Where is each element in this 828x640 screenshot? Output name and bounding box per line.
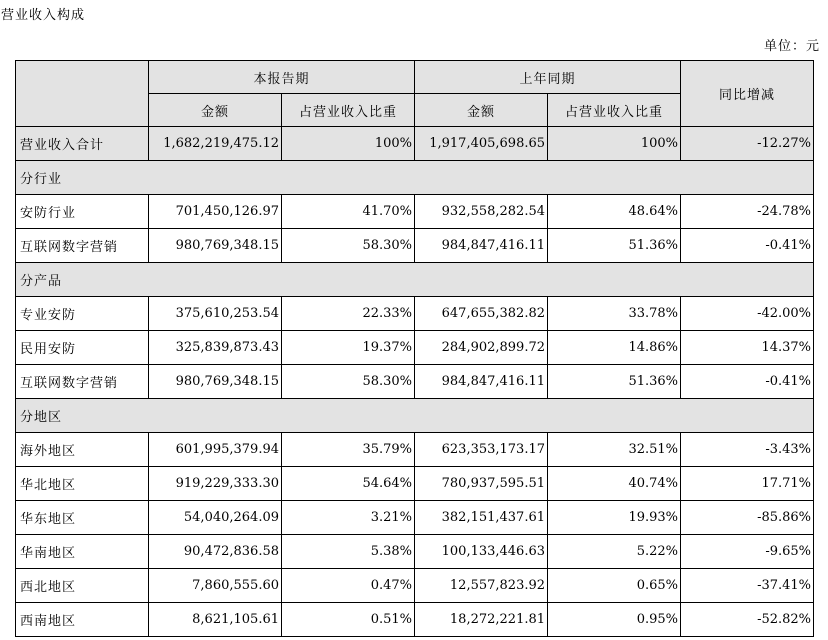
header-cur-amount: 金额: [149, 94, 282, 127]
prior-amount-cell: 100,133,446.63: [415, 535, 548, 569]
section-header-industry: [16, 161, 814, 195]
prior-ratio-cell: 19.93%: [548, 501, 681, 535]
yoy-cell: 14.37%: [681, 331, 814, 365]
table-row: [16, 297, 814, 331]
cur-amount-cell: 980,769,348.15: [149, 229, 282, 263]
header-yoy: 同比增减: [681, 61, 814, 127]
prior-ratio-cell: 0.65%: [548, 569, 681, 603]
table-row: [16, 195, 814, 229]
header-prior-period: 上年同期: [415, 61, 681, 94]
prior-amount-cell: 12,557,823.92: [415, 569, 548, 603]
cur-ratio-cell: 0.47%: [282, 569, 415, 603]
header-cur-ratio: 占营业收入比重: [282, 94, 415, 127]
prior-ratio-cell: 33.78%: [548, 297, 681, 331]
cur-ratio-cell: 19.37%: [282, 331, 415, 365]
row-label: 互联网数字营销: [16, 365, 149, 399]
yoy-cell: -52.82%: [681, 603, 814, 637]
prior-amount-cell: 18,272,221.81: [415, 603, 548, 637]
yoy-cell: 17.71%: [681, 467, 814, 501]
prior-amount-cell: 647,655,382.82: [415, 297, 548, 331]
cur-ratio-cell: 5.38%: [282, 535, 415, 569]
prior-ratio-cell: 14.86%: [548, 331, 681, 365]
cur-ratio-cell: 100%: [282, 127, 415, 161]
yoy-cell: -0.41%: [681, 229, 814, 263]
row-label: 华南地区: [16, 535, 149, 569]
table-row: [16, 603, 814, 637]
prior-amount-cell: 984,847,416.11: [415, 229, 548, 263]
cur-ratio-cell: 54.64%: [282, 467, 415, 501]
prior-amount-cell: 984,847,416.11: [415, 365, 548, 399]
section-header-product: [16, 263, 814, 297]
cur-ratio-cell: 58.30%: [282, 365, 415, 399]
prior-ratio-cell: 0.95%: [548, 603, 681, 637]
row-label: 华东地区: [16, 501, 149, 535]
total-row: [16, 127, 814, 161]
cur-ratio-cell: 3.21%: [282, 501, 415, 535]
header-blank-cell: [16, 61, 149, 127]
row-label: 互联网数字营销: [16, 229, 149, 263]
prior-amount-cell: 623,353,173.17: [415, 433, 548, 467]
table-row: [16, 467, 814, 501]
cur-amount-cell: 1,682,219,475.12: [149, 127, 282, 161]
yoy-cell: -3.43%: [681, 433, 814, 467]
prior-ratio-cell: 51.36%: [548, 229, 681, 263]
cur-amount-cell: 90,472,836.58: [149, 535, 282, 569]
prior-ratio-cell: 5.22%: [548, 535, 681, 569]
cur-amount-cell: 325,839,873.43: [149, 331, 282, 365]
yoy-cell: -85.86%: [681, 501, 814, 535]
cur-amount-cell: 8,621,105.61: [149, 603, 282, 637]
prior-amount-cell: 284,902,899.72: [415, 331, 548, 365]
page-title: 营业收入构成: [1, 8, 86, 23]
cur-amount-cell: 980,769,348.15: [149, 365, 282, 399]
section-header-region: [16, 399, 814, 433]
prior-ratio-cell: 51.36%: [548, 365, 681, 399]
cur-ratio-cell: 0.51%: [282, 603, 415, 637]
section-title: 分产品: [16, 263, 814, 297]
table-row: [16, 535, 814, 569]
cur-ratio-cell: 35.79%: [282, 433, 415, 467]
yoy-cell: -9.65%: [681, 535, 814, 569]
row-label: 海外地区: [16, 433, 149, 467]
yoy-cell: -42.00%: [681, 297, 814, 331]
section-title: 分地区: [16, 399, 814, 433]
prior-ratio-cell: 40.74%: [548, 467, 681, 501]
prior-ratio-cell: 32.51%: [548, 433, 681, 467]
table-row: [16, 569, 814, 603]
row-label: 安防行业: [16, 195, 149, 229]
header-prior-amount: 金额: [415, 94, 548, 127]
header-prior-ratio: 占营业收入比重: [548, 94, 681, 127]
prior-amount-cell: 382,151,437.61: [415, 501, 548, 535]
row-label: 营业收入合计: [16, 127, 149, 161]
prior-amount-cell: 932,558,282.54: [415, 195, 548, 229]
row-label: 西南地区: [16, 603, 149, 637]
row-label: 民用安防: [16, 331, 149, 365]
header-row-1: [16, 61, 814, 94]
cur-amount-cell: 701,450,126.97: [149, 195, 282, 229]
table-row: [16, 229, 814, 263]
row-label: 专业安防: [16, 297, 149, 331]
cur-amount-cell: 919,229,333.30: [149, 467, 282, 501]
prior-amount-cell: 1,917,405,698.65: [415, 127, 548, 161]
cur-ratio-cell: 22.33%: [282, 297, 415, 331]
section-title: 分行业: [16, 161, 814, 195]
yoy-cell: -12.27%: [681, 127, 814, 161]
table-row: [16, 365, 814, 399]
cur-ratio-cell: 58.30%: [282, 229, 415, 263]
table-row: [16, 433, 814, 467]
cur-amount-cell: 601,995,379.94: [149, 433, 282, 467]
row-label: 华北地区: [16, 467, 149, 501]
revenue-composition-table: [15, 60, 814, 637]
yoy-cell: -0.41%: [681, 365, 814, 399]
cur-amount-cell: 54,040,264.09: [149, 501, 282, 535]
cur-ratio-cell: 41.70%: [282, 195, 415, 229]
yoy-cell: -24.78%: [681, 195, 814, 229]
row-label: 西北地区: [16, 569, 149, 603]
table-row: [16, 331, 814, 365]
prior-ratio-cell: 100%: [548, 127, 681, 161]
unit-label: 单位：元: [763, 39, 820, 54]
yoy-cell: -37.41%: [681, 569, 814, 603]
cur-amount-cell: 7,860,555.60: [149, 569, 282, 603]
prior-ratio-cell: 48.64%: [548, 195, 681, 229]
cur-amount-cell: 375,610,253.54: [149, 297, 282, 331]
header-current-period: 本报告期: [149, 61, 415, 94]
prior-amount-cell: 780,937,595.51: [415, 467, 548, 501]
table-row: [16, 501, 814, 535]
